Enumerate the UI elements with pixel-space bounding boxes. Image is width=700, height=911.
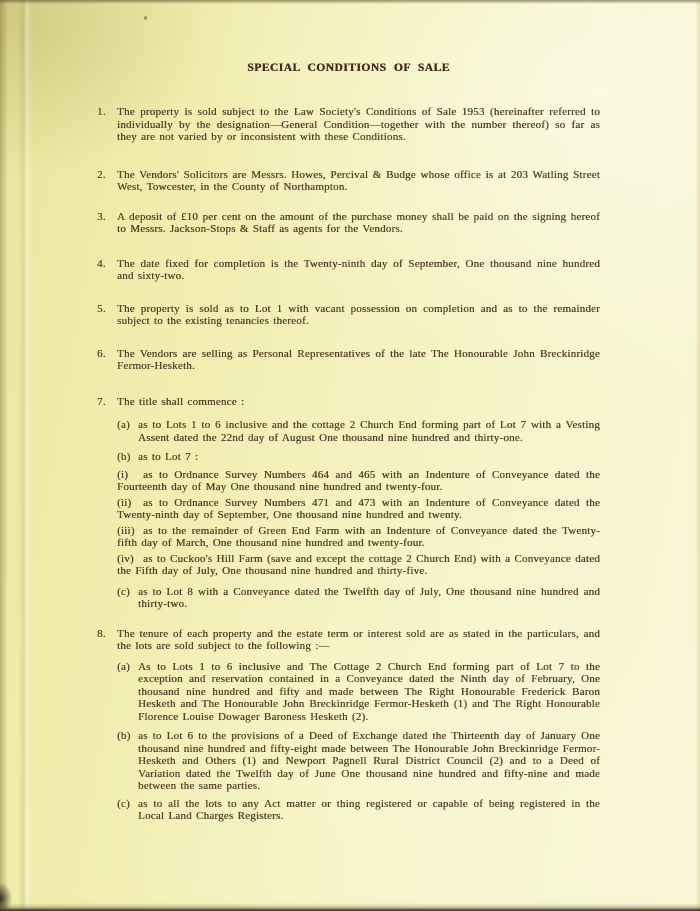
subitem-7a-text: as to Lots 1 to 6 inclusive and the cottage 2 Church End forming part of Lot 7 with a Vesting Assent dated the 22nd day of August One thousand nine hundred and thirty-one. [138,419,600,444]
page-edge-bottom [0,903,700,911]
subitem-7b-iv [117,553,600,578]
condition-item-5 [97,303,600,328]
subitem-7b-i-label: (i) [117,468,129,481]
item-3-number: 3. [97,210,106,223]
paper-crease [18,0,32,911]
item-4-text: The date fixed for completion is the Twenty-ninth day of September, One thousand nine hundred and sixty-two. [117,257,600,282]
subitem-8b [117,730,600,793]
subitem-7c-label: (c) [117,585,130,598]
subitem-7b-ii-text: as to Ordnance Survey Numbers 471 and 473 with an Indenture of Conveyance dated the Twenty-ninth day of September, One thousand nine hundred and twenty. [117,496,600,521]
subitem-7b-i-text: as to Ordnance Survey Numbers 464 and 465 with an Indenture of Conveyance dated the Fourteenth day of May One thousand nine hundred and twenty-four. [117,468,600,493]
item-6-text: The Vendors are selling as Personal Representatives of the late The Honourable John Breckinridge Fermor-Hesketh. [117,347,600,372]
document-content [97,62,600,823]
paper-speck [144,16,147,20]
subitem-7b-ii [117,497,600,522]
subitem-7b-ii-label: (ii) [117,496,132,509]
item-5-number: 5. [97,302,106,315]
subitem-8b-text: as to Lot 6 to the provisions of a Deed of Exchange dated the Thirteenth day of January One thousand nine hundred and fifty-eight made between The Honourable John Breckinridge Fermor-Hesketh and Others (1) and Newport Pagnell Rural District Council (2) and to a Deed of Variation dated the Twelfth day of June One thousand nine hundred and fifty-nine and made between the same parties. [138,730,600,792]
subitem-7c [117,586,600,611]
subitem-7a [117,419,600,444]
subitem-8a-text: As to Lots 1 to 6 inclusive and The Cottage 2 Church End forming part of Lot 7 to the exception and reservation contained in a Conveyance dated the Ninth day of February, One thousand nine hundred and fifty and made between The Right Honourable Frederick Baron Hesketh and The Honourable John Breckinridge Fermor-Hesketh (1) and The Right Honourable Florence Louise Dowager Baroness Hesketh (2). [138,660,600,723]
subitem-8a [117,661,600,724]
subitem-8c-text: as to all the lots to any Act matter or thing registered or capable of being registered in the Local Land Charges Registers. [138,797,600,822]
subitem-7b-iii-text: as to the remainder of Green End Farm with an Indenture of Conveyance dated the Twenty-fifth day of March, One thousand nine hundred and twenty-four. [117,524,600,549]
condition-item-6 [97,348,600,373]
item-1-text: The property is sold subject to the Law Society's Conditions of Sale 1953 (hereinafter referred to individually by the designation—General Condition—together with the number thereof) so far as they are not varied by or inconsistent with these Conditions. [117,106,600,143]
subitem-7b-iii-label: (iii) [117,524,135,537]
subitem-7b-label: (b) [117,451,131,463]
condition-item-3 [97,211,600,236]
condition-item-4 [97,258,600,283]
subitem-7b-i [117,469,600,494]
page-title: SPECIAL CONDITIONS OF SALE [247,62,450,74]
item-6-number: 6. [97,347,106,360]
item-7-text: The title shall commence : [117,395,245,408]
page-corner-shadow [0,883,12,909]
item-7-body [117,396,600,611]
condition-item-7 [97,396,600,611]
subitem-8c [117,798,600,823]
subitem-8b-label: (b) [117,730,131,742]
page-edge-right [695,0,700,911]
condition-item-8 [97,628,600,823]
item-8-body [117,628,600,823]
subitem-7b-iv-text: as to Cuckoo's Hill Farm (save and except the cottage 2 Church End) with a Conveyance dated the Fifth day of July, One thousand nine hundred and thirty-five. [117,552,600,577]
item-2-text: The Vendors' Solicitors are Messrs. Howes, Percival & Budge whose office is at 203 Watling Street West, Towcester, in the County of Northampton. [117,168,600,193]
item-5-text: The property is sold as to Lot 1 with vacant possession on completion and as to the remainder subject to the existing tenancies thereof. [117,302,600,327]
page-edge-top [0,0,700,4]
item-4-number: 4. [97,257,106,270]
condition-item-2 [97,169,600,194]
subitem-7b-text: as to Lot 7 : [138,451,199,463]
item-8-number: 8. [97,627,106,640]
subitem-7c-text: as to Lot 8 with a Conveyance dated the Twelfth day of July, One thousand nine hundred and thirty-two. [138,585,600,610]
item-8-text: The tenure of each property and the estate term or interest sold are as stated in the particulars, and the lots are sold subject to the following :— [117,627,600,652]
item-2-number: 2. [97,168,106,181]
subitem-7b-iii [117,525,600,550]
subitem-7b-iv-label: (iv) [117,552,134,565]
page-edge-left [0,0,8,911]
item-7-number: 7. [97,395,106,408]
subitem-8a-label: (a) [117,660,130,673]
item-1-number: 1. [97,106,106,118]
subitem-8c-label: (c) [117,797,130,810]
item-3-text: A deposit of £10 per cent on the amount of the purchase money shall be paid on the signing hereof to Messrs. Jackson-Stops & Staff as agents for the Vendors. [117,210,600,235]
subitem-7b [117,451,600,464]
condition-item-1 [97,106,600,144]
subitem-7a-label: (a) [117,419,130,431]
